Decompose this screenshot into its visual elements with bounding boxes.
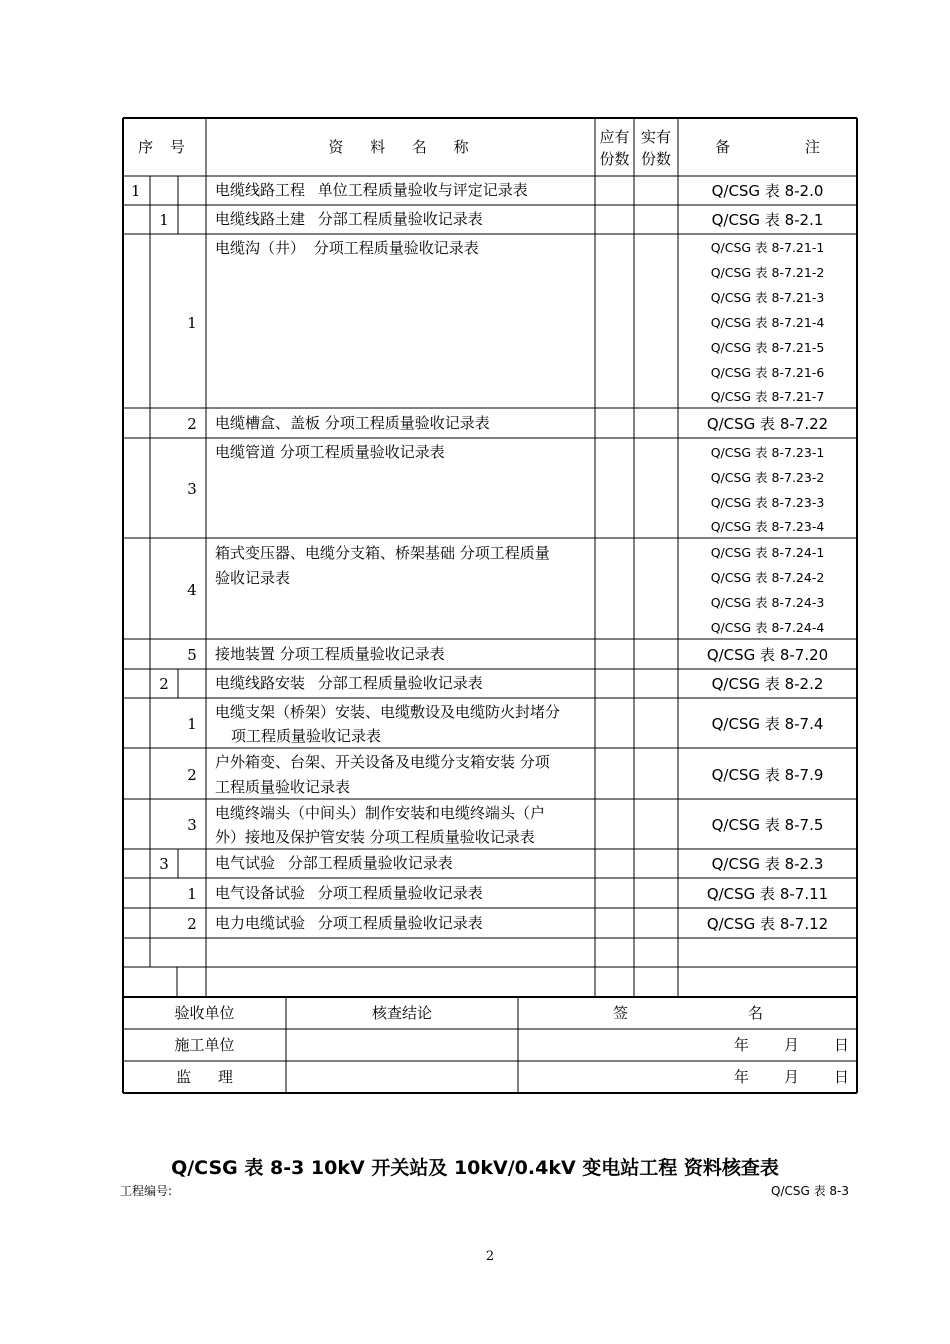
header-actual-line2: 份数 xyxy=(640,150,671,168)
seq-level3: 1 xyxy=(187,885,197,903)
form-ref: Q/CSG 表 8-7.11 xyxy=(706,885,829,903)
form-ref: Q/CSG 表 8-2.3 xyxy=(711,855,824,873)
form-ref: Q/CSG 表 8-7.9 xyxy=(711,766,824,784)
header-due xyxy=(595,126,634,170)
project-number-label: 工程编号: xyxy=(120,1184,173,1198)
next-table-title: Q/CSG 表 8-3 10kV 开关站及 10kV/0.4kV 变电站工程 资料核查表 xyxy=(171,1157,779,1179)
form-ref: Q/CSG 表 8-7.20 xyxy=(706,646,829,664)
header-seq: 序 号 xyxy=(138,138,191,156)
form-ref: Q/CSG 表 8-7.24-4 xyxy=(710,620,825,635)
name-label: 名 xyxy=(748,1004,764,1022)
item-name: 电缆槽盒、盖板 分项工程质量验收记录表 xyxy=(215,414,490,432)
form-ref: Q/CSG 表 8-7.23-1 xyxy=(710,445,825,460)
form-ref: Q/CSG 表 8-7.21-4 xyxy=(710,315,825,330)
item-name: 电力电缆试验 分项工程质量验收记录表 xyxy=(215,914,483,932)
construction-unit-label: 施工单位 xyxy=(174,1036,235,1054)
form-ref: Q/CSG 表 8-7.21-3 xyxy=(710,290,825,305)
header-due-line2: 份数 xyxy=(599,150,630,168)
form-ref: Q/CSG 表 8-7.23-2 xyxy=(710,470,825,485)
month-label: 月 xyxy=(784,1068,800,1086)
seq-level3: 2 xyxy=(187,915,197,933)
header-name: 资 料 名 称 xyxy=(328,138,473,156)
item-name: 电缆终端头（中间头）制作安装和电缆终端头（户 xyxy=(215,804,546,822)
seq-level3: 4 xyxy=(187,581,197,599)
form-ref: Q/CSG 表 8-7.21-5 xyxy=(710,340,825,355)
form-ref: Q/CSG 表 8-7.22 xyxy=(706,415,829,433)
page-number: 2 xyxy=(485,1249,495,1264)
form-ref: Q/CSG 表 8-7.21-2 xyxy=(710,265,825,280)
seq-level2: 2 xyxy=(159,675,169,693)
year-label: 年 xyxy=(734,1036,750,1054)
day-label: 日 xyxy=(834,1068,850,1086)
seq-level3: 2 xyxy=(187,415,197,433)
form-ref: Q/CSG 表 8-7.23-4 xyxy=(710,519,825,534)
item-name: 验收记录表 xyxy=(215,569,291,587)
form-ref: Q/CSG 表 8-2.1 xyxy=(711,211,824,229)
sign-label: 签 xyxy=(613,1004,629,1022)
item-name: 电缆线路土建 分部工程质量验收记录表 xyxy=(215,210,483,228)
supervision-label: 监 理 xyxy=(176,1068,233,1086)
day-label: 日 xyxy=(834,1036,850,1054)
item-name: 电缆线路安装 分部工程质量验收记录表 xyxy=(215,674,483,692)
seq-level1: 1 xyxy=(131,182,141,200)
year-label: 年 xyxy=(734,1068,750,1086)
form-ref: Q/CSG 表 8-7.21-7 xyxy=(710,389,825,404)
form-ref: Q/CSG 表 8-7.4 xyxy=(711,715,824,733)
item-name: 户外箱变、台架、开关设备及电缆分支箱安装 分项 xyxy=(215,753,550,771)
check-conclusion-header: 核查结论 xyxy=(371,1004,432,1022)
seq-level3: 1 xyxy=(187,314,197,332)
seq-level2: 3 xyxy=(159,855,169,873)
form-ref: Q/CSG 表 8-7.24-2 xyxy=(710,570,825,585)
item-name: 电气设备试验 分项工程质量验收记录表 xyxy=(215,884,483,902)
item-name: 电缆管道 分项工程质量验收记录表 xyxy=(215,443,445,461)
month-label: 月 xyxy=(784,1036,800,1054)
form-ref: Q/CSG 表 8-7.24-1 xyxy=(710,545,825,560)
seq-level3: 1 xyxy=(187,715,197,733)
seq-level3: 3 xyxy=(187,480,197,498)
seq-level3: 5 xyxy=(187,646,197,664)
item-name: 接地装置 分项工程质量验收记录表 xyxy=(215,645,445,663)
next-table-code: Q/CSG 表 8-3 xyxy=(771,1184,850,1198)
form-ref: Q/CSG 表 8-7.12 xyxy=(706,915,829,933)
seq-level3: 2 xyxy=(187,766,197,784)
form-ref: Q/CSG 表 8-7.23-3 xyxy=(710,495,825,510)
form-ref: Q/CSG 表 8-7.21-6 xyxy=(710,365,825,380)
form-ref: Q/CSG 表 8-7.21-1 xyxy=(710,240,825,255)
item-name: 电缆沟（井） 分项工程质量验收记录表 xyxy=(215,239,479,257)
item-name: 箱式变压器、电缆分支箱、桥架基础 分项工程质量 xyxy=(215,544,550,562)
seq-level2: 1 xyxy=(159,211,169,229)
acceptance-unit-header: 验收单位 xyxy=(174,1004,235,1022)
form-ref: Q/CSG 表 8-2.2 xyxy=(711,675,824,693)
form-ref: Q/CSG 表 8-7.24-3 xyxy=(710,595,825,610)
form-ref: Q/CSG 表 8-2.0 xyxy=(711,182,824,200)
header-due-line1: 应有 xyxy=(599,128,630,146)
item-name: 外）接地及保护管安装 分项工程质量验收记录表 xyxy=(215,828,535,846)
item-name: 电缆支架（桥架）安装、电缆敷设及电缆防火封堵分 xyxy=(215,703,561,721)
form-ref: Q/CSG 表 8-7.5 xyxy=(711,816,824,834)
item-name: 项工程质量验收记录表 xyxy=(231,727,382,745)
item-name: 工程质量验收记录表 xyxy=(215,778,351,796)
item-name: 电缆线路工程 单位工程质量验收与评定记录表 xyxy=(215,181,528,199)
header-actual-line1: 实有 xyxy=(640,128,671,146)
header-remark: 备 注 xyxy=(715,138,820,156)
header-actual xyxy=(634,126,678,170)
seq-level3: 3 xyxy=(187,816,197,834)
item-name: 电气试验 分部工程质量验收记录表 xyxy=(215,854,453,872)
